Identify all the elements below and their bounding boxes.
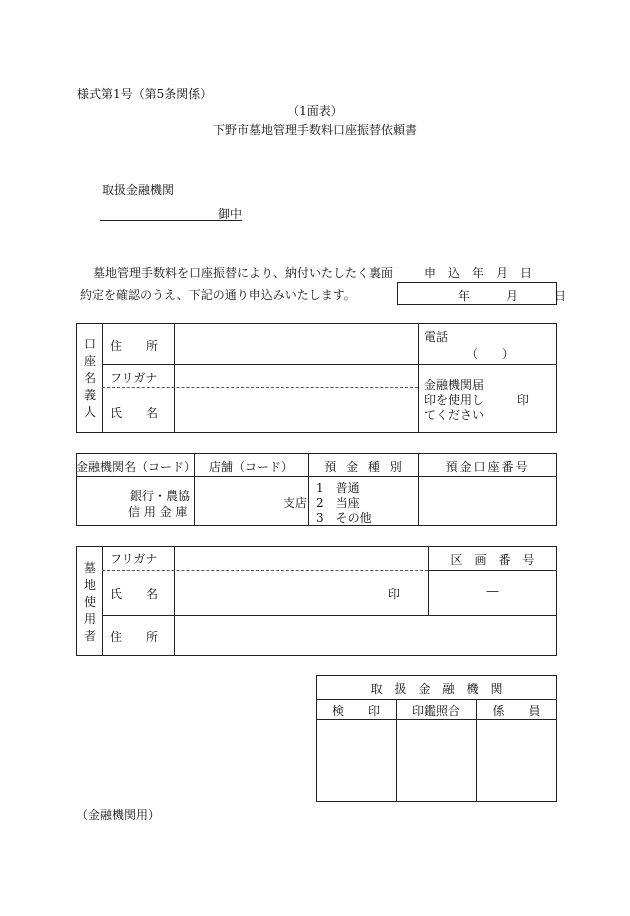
grave-name-field[interactable] [176,572,376,614]
side-label: （1面表） [287,104,343,118]
furigana-label: フリガナ [110,371,158,385]
grave-furigana-label: フリガナ [110,552,158,566]
footer-note: （金融機関用） [76,808,161,822]
bank-use-title: 取 扱 金 融 機 関 [370,682,503,696]
intro-line-1: 墓地管理手数料を口座振替により、納付いたしたく裏面 [93,266,394,280]
branch-suffix: 支店 [283,496,308,510]
bank-type-1: 銀行・農協 [130,489,191,503]
intro-line-2: 約定を確認のうえ、下記の通り申込みいたします。 [80,288,356,302]
bank-addressee-label: 取扱金融機関 [102,183,175,197]
seal-mark: 印 [517,393,530,407]
bank-use-col-seal-check: 印鑑照合 [411,704,460,718]
name-field[interactable] [176,389,416,431]
address-label: 住 所 [110,339,159,353]
furigana-field[interactable] [176,366,416,386]
grave-name-label: 氏 名 [110,587,159,601]
plot-number-value[interactable]: ― [486,584,499,598]
page-title: 下野市墓地管理手数料口座振替依頼書 [212,123,417,137]
account-holder-group-label: 口座名義人 [83,337,96,419]
deposit-type-2[interactable]: 2 当座 [316,496,360,510]
seal-note-1: 金融機関届 [424,378,485,392]
apply-date-value: 年 月 日 [458,289,567,303]
bank-addressee-suffix: 御中 [218,207,243,221]
bank-col-header-account-no: 預金口座番号 [445,460,530,474]
phone-label: 電話 [424,330,449,344]
account-number-field[interactable] [420,478,555,524]
plot-number-label: 区 画 番 号 [450,553,535,567]
bank-type-2: 信 用 金 庫 [128,505,188,519]
address-field[interactable] [176,325,416,363]
grave-user-group-label: 墓地使用者 [83,561,96,643]
bank-col-header-branch: 店舗（コード） [208,460,293,474]
grave-address-label: 住 所 [110,630,159,644]
grave-seal-mark: 印 [388,587,401,601]
name-label: 氏 名 [110,406,159,420]
deposit-type-3[interactable]: 3 その他 [316,511,372,525]
grave-address-field[interactable] [176,617,555,655]
grave-furigana-field[interactable] [176,548,426,569]
bank-col-header-deposit-type: 預 金 種 別 [324,460,402,474]
apply-date-label: 申 込 年 月 日 [424,266,533,280]
bank-use-col-staff: 係 員 [492,704,541,718]
phone-parens[interactable]: （ ） [466,347,515,361]
bank-use-col-inspection: 検 印 [331,704,380,718]
form-number: 様式第1号（第5条関係） [77,87,213,101]
seal-note-3: てください [424,408,485,422]
deposit-type-1[interactable]: 1 普通 [316,481,360,495]
seal-note-2: 印を使用し [424,393,485,407]
bank-col-header-bank: 金融機関名（コード） [76,460,197,474]
